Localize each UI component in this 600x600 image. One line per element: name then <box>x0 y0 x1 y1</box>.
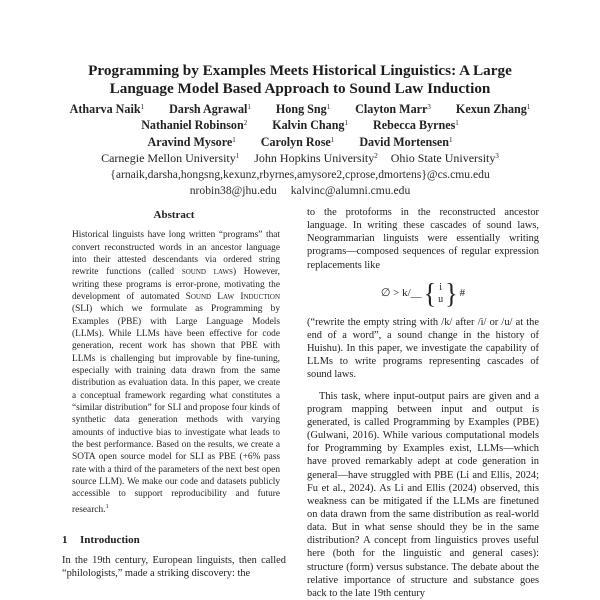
email: kalvinc@alumni.cmu.edu <box>290 184 411 198</box>
author-affil-mark: 1 <box>140 103 145 111</box>
affiliation-mark: 3 <box>495 152 499 161</box>
abstract-segment: (SLI) which we formulate as Programming by Examples (PBE) with Large Language Models (LLMs). While LLMs have been effective for code generation, recent work has shown that PBE with LLMs is challenging but improvable by fine-tuning, especially with training data drawn from the same distribution as evaluation data. In this paper, we create a conceptual framework regarding what constitutes a “similar distribution” for SLI and propose four kinds of synthetic data generation methods with varying amounts of inductive bias to investigate what leads to the best performance. Based on the results, we create a SOTA open source model for SLI as PBE (+6% pass rate with a third of the parameters of the next best open source LLM). We make our code and datasets publicly accessible to support reproducibility and future research. <box>72 304 280 515</box>
section-heading-introduction <box>62 534 286 547</box>
author-affil-mark: 1 <box>449 135 453 144</box>
author-name: Darsh Agrawal <box>169 102 248 116</box>
footnote-mark: 1 <box>105 502 109 510</box>
author-name: Kexun Zhang <box>455 102 527 116</box>
author-name: Aravind Mysore <box>147 134 233 149</box>
authors-row-2 <box>40 117 560 133</box>
author-name: Carolyn Rose <box>260 134 331 149</box>
author-name: Rebecca Byrnes <box>373 118 456 133</box>
author-affil-mark: 3 <box>427 103 431 111</box>
abstract-segment: Historical linguists have long written “programs” that convert reconstructed words in an ancestor language into their attested descendants via ordered string rewrite functions (called <box>72 230 280 278</box>
body-paragraph: This task, where input-output pairs are given and a program mapping between input and output is generated, is called Programming by Examples (PBE) (Gulwani, 2016). While various computational models for Programming by Examples exist, LLMs—which have proved remarkably adept at code generation in general—have struggled with PBE (Li and Ellis, 2024; Fu et al., 2024). As Li and Ellis (2024) observed, this weakness can be mitigated if the LLMs are finetuned on data drawn from the same distribution as real-world data. But in what sense should they be in the same distribution? A concept from linguistics proves useful here (both for the linguistic and general cases): structure (form) versus substance. The debate about the relative importance of structure and substance goes back to the late 19th century <box>307 390 539 599</box>
section-title: Introduction <box>80 534 140 547</box>
affiliation: Ohio State University <box>390 151 496 166</box>
author-affil-mark: 2 <box>243 119 248 128</box>
formula-rhs: # <box>459 287 466 300</box>
author-affil-mark: 1 <box>344 119 348 128</box>
email-line-1: {arnaik,darsha,hongsng,kexunz,rbyrnes,amysore2,cprose,dmortens}@cs.cmu.edu <box>110 167 490 181</box>
author-name: Clayton Marr <box>355 102 428 116</box>
formula-option: i <box>439 281 443 293</box>
author-affil-mark: 1 <box>232 135 236 144</box>
formula-left-brace: { <box>423 277 437 310</box>
formula-option: u <box>438 293 444 305</box>
authors-row-1 <box>40 101 560 117</box>
sound-law-formula <box>307 277 539 310</box>
author-affil-mark: 1 <box>455 119 459 128</box>
title-line-2: Language Model Based Approach to Sound Law Induction <box>109 80 491 97</box>
affiliations <box>40 150 560 166</box>
authors-row-3 <box>40 134 560 150</box>
intro-paragraph: In the 19th century, European linguists, then called “philologists,” made a striking discovery: the <box>62 555 286 580</box>
author-affil-mark: 1 <box>247 103 251 111</box>
formula-right-brace: } <box>445 277 458 310</box>
author-name: David Mortensen <box>359 134 449 149</box>
abstract-smallcaps: sound laws <box>181 267 233 278</box>
abstract-text <box>72 229 280 516</box>
author-name: Nathaniel Robinson <box>141 118 244 133</box>
email: nrobin38@jhu.edu <box>189 184 277 198</box>
left-column <box>62 209 286 581</box>
title-line-1: Programming by Examples Meets Historical Linguistics: A Large <box>88 62 512 79</box>
author-name: Kalvin Chang <box>272 118 345 133</box>
paper-title <box>40 62 560 98</box>
author-name: Atharva Naik <box>69 102 141 116</box>
author-name: Hong Sng <box>275 102 327 116</box>
author-affil-mark: 1 <box>326 103 331 111</box>
affiliation: John Hopkins University <box>254 151 375 166</box>
formula-options <box>438 282 443 306</box>
formula-lhs: ∅ > k/__ <box>380 287 422 300</box>
affiliation-mark: 2 <box>374 152 378 161</box>
body-paragraph: to the protoforms in the reconstructed ancestor language. In writing these cascades of sound laws, Neogrammarian linguists were essentially writing programs—composed sequences of regular expression replacements like <box>307 207 539 271</box>
author-affil-mark: 1 <box>330 135 335 144</box>
section-number: 1 <box>62 534 68 547</box>
author-affil-mark: 1 <box>526 103 531 111</box>
body-paragraph: (“rewrite the empty string with /k/ after /i/ or /u/ at the end of a word”, a sound change in the history of Huishu). In this paper, we investigate the capability of LLMs to write programs representing cascades of sound laws. <box>307 316 539 381</box>
author-block <box>40 101 560 199</box>
abstract-smallcaps: Sound Law Induction <box>185 291 280 302</box>
right-column <box>307 206 539 600</box>
email-line-2 <box>40 183 560 199</box>
abstract-heading: Abstract <box>153 209 195 221</box>
affiliation-mark: 1 <box>235 152 240 161</box>
affiliation: Carnegie Mellon University <box>101 151 236 166</box>
abstract-segment: ) However, writing these programs is error-prone, motivating the development of automated <box>72 267 280 302</box>
